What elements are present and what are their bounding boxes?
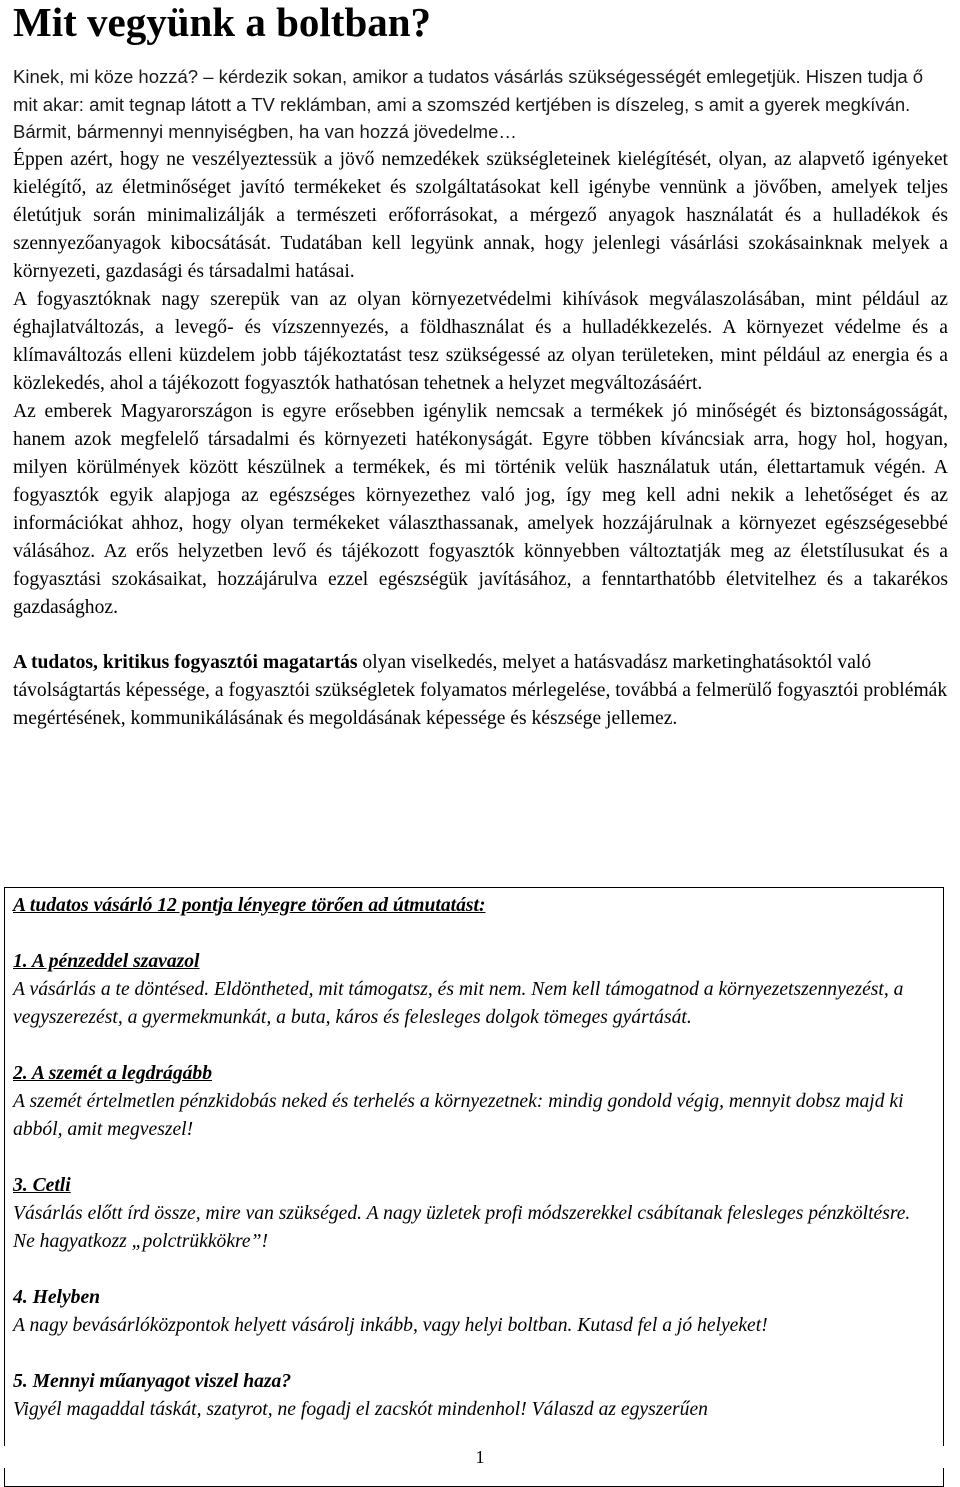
twelve-points-box — [4, 887, 944, 1487]
rule-item — [13, 1060, 935, 1144]
definition-text: olyan viselkedés, melyet a hatásvadász marketinghatásoktól való távolságtartás képessége, a fogyasztói szükségletek folyamatos mérlegelése, továbbá a felmerülő fogyasztói problémák megértésének, kommunikálásának és megoldásának képessége és készsége jellemez. — [13, 651, 948, 729]
document-page — [13, 0, 948, 733]
rule-text: A vásárlás a te döntésed. Eldöntheted, mit támogatsz, és mit nem. Nem kell támogatnod a környezetszennyezést, a vegyszerezést, a gyermekmunkát, a buta, káros és felesleges dolgok tömeges gyártását. — [13, 979, 904, 1028]
rule-title: 5. Mennyi műanyagot viszel haza? — [13, 1371, 292, 1392]
rule-item — [13, 1368, 935, 1424]
rule-item — [13, 1284, 935, 1340]
rule-title: 3. Cetli — [13, 1175, 71, 1196]
rule-item — [13, 1172, 935, 1256]
rule-text: A nagy bevásárlóközpontok helyett vásárolj inkább, vagy helyi boltban. Kutasd fel a jó helyeket! — [13, 1315, 768, 1336]
rule-title: 1. A pénzeddel szavazol — [13, 951, 200, 972]
rule-text: A szemét értelmetlen pénzkidobás neked és terhelés a környezetnek: mindig gondold végig, mennyit dobsz majd ki abból, amit megveszel! — [13, 1091, 904, 1140]
intro-text: Kinek, mi köze hozzá? – kérdezik sokan, amikor a tudatos vásárlás szükségességét emlegetjük. Hiszen tudja ő mit akar: amit tegnap látott a TV reklámban, ami a szomszéd kertjében is díszeleg, s amit a gyerek megkíván. Bármit, bármennyi mennyiségben, ha van hozzá jövedelme… — [13, 66, 924, 142]
body-paragraph: Éppen azért, hogy ne veszélyeztessük a jövő nemzedékek szükségleteinek kielégítését, olyan, az alapvető igényeket kielégítő, az életminőséget javító termékeket és szolgáltatásokat kell igénybe vennünk a jövőben, amelyek teljes életútjuk során minimalizálják a természeti erőforrásokat, a mérgező anyagok használatát és a hulladékok és szennyezőanyagok kibocsátását. Tudatában kell legyünk annak, hogy jelenlegi vásárlási szokásainknak melyek a környezeti, gazdasági és társadalmi hatásai. — [13, 148, 948, 282]
rule-title: 4. Helyben — [13, 1287, 101, 1308]
intro-paragraph — [13, 63, 948, 146]
rule-item — [13, 948, 935, 1032]
body-text — [13, 146, 948, 622]
definition-term: A tudatos, kritikus fogyasztói magatartás — [13, 651, 358, 673]
rule-title: 2. A szemét a legdrágább — [13, 1063, 213, 1084]
body-paragraph: Az emberek Magyarországon is egyre erősebben igénylik nemcsak a termékek jó minőségét és biztonságosságát, hanem azok megfelelő társadalmi és környezeti hatékonyságát. Egyre többen kíváncsiak arra, hogy hol, hogyan, milyen körülmények között készülnek a termékek, és mi történik velük használatuk után, élettartamuk végén. A fogyasztók egyik alapjoga az egészséges környezethez való jog, így meg kell adni nekik a lehetőséget és az információkat ahhoz, hogy olyan termékeket választhassanak, amelyek hozzájárulnak a környezet egészségesebbé válásához. Az erős helyzetben levő és tájékozott fogyasztók könnyebben változtatják meg az életstílusukat és a fogyasztási szokásaikat, hozzájárulva ezzel egészségük javításához, a fenntarthatóbb életvitelhez és a takarékos gazdasághoz. — [13, 400, 948, 618]
body-paragraph: A fogyasztóknak nagy szerepük van az olyan környezetvédelmi kihívások megválaszolásában, mint például az éghajlatváltozás, a levegő- és vízszennyezés, a földhasználat és a hulladékkezelés. A környezet védelme és a klímaváltozás elleni küzdelem jobb tájékoztatást tesz szükségessé az olyan területeken, mint például az energia és a közlekedés, ahol a tájékozott fogyasztók hathatósan tehetnek a helyzet megváltozásáért. — [13, 288, 948, 394]
box-title: A tudatos vásárló 12 pontja lényegre törően ad útmutatást: — [13, 895, 486, 916]
rule-text: Vásárlás előtt írd össze, mire van szükséged. A nagy üzletek profi módszerekkel csábítanak felesleges pénzköltésre. Ne hagyatkozz „polctrükkökre”! — [13, 1203, 911, 1252]
rule-text: Vigyél magaddal táskát, szatyrot, ne fogadj el zacskót mindenhol! Válaszd az egyszerűen — [13, 1399, 708, 1420]
definition-paragraph — [13, 649, 948, 733]
page-title: Mit vegyünk a boltban? — [13, 0, 432, 45]
page-number: 1 — [0, 1446, 960, 1468]
